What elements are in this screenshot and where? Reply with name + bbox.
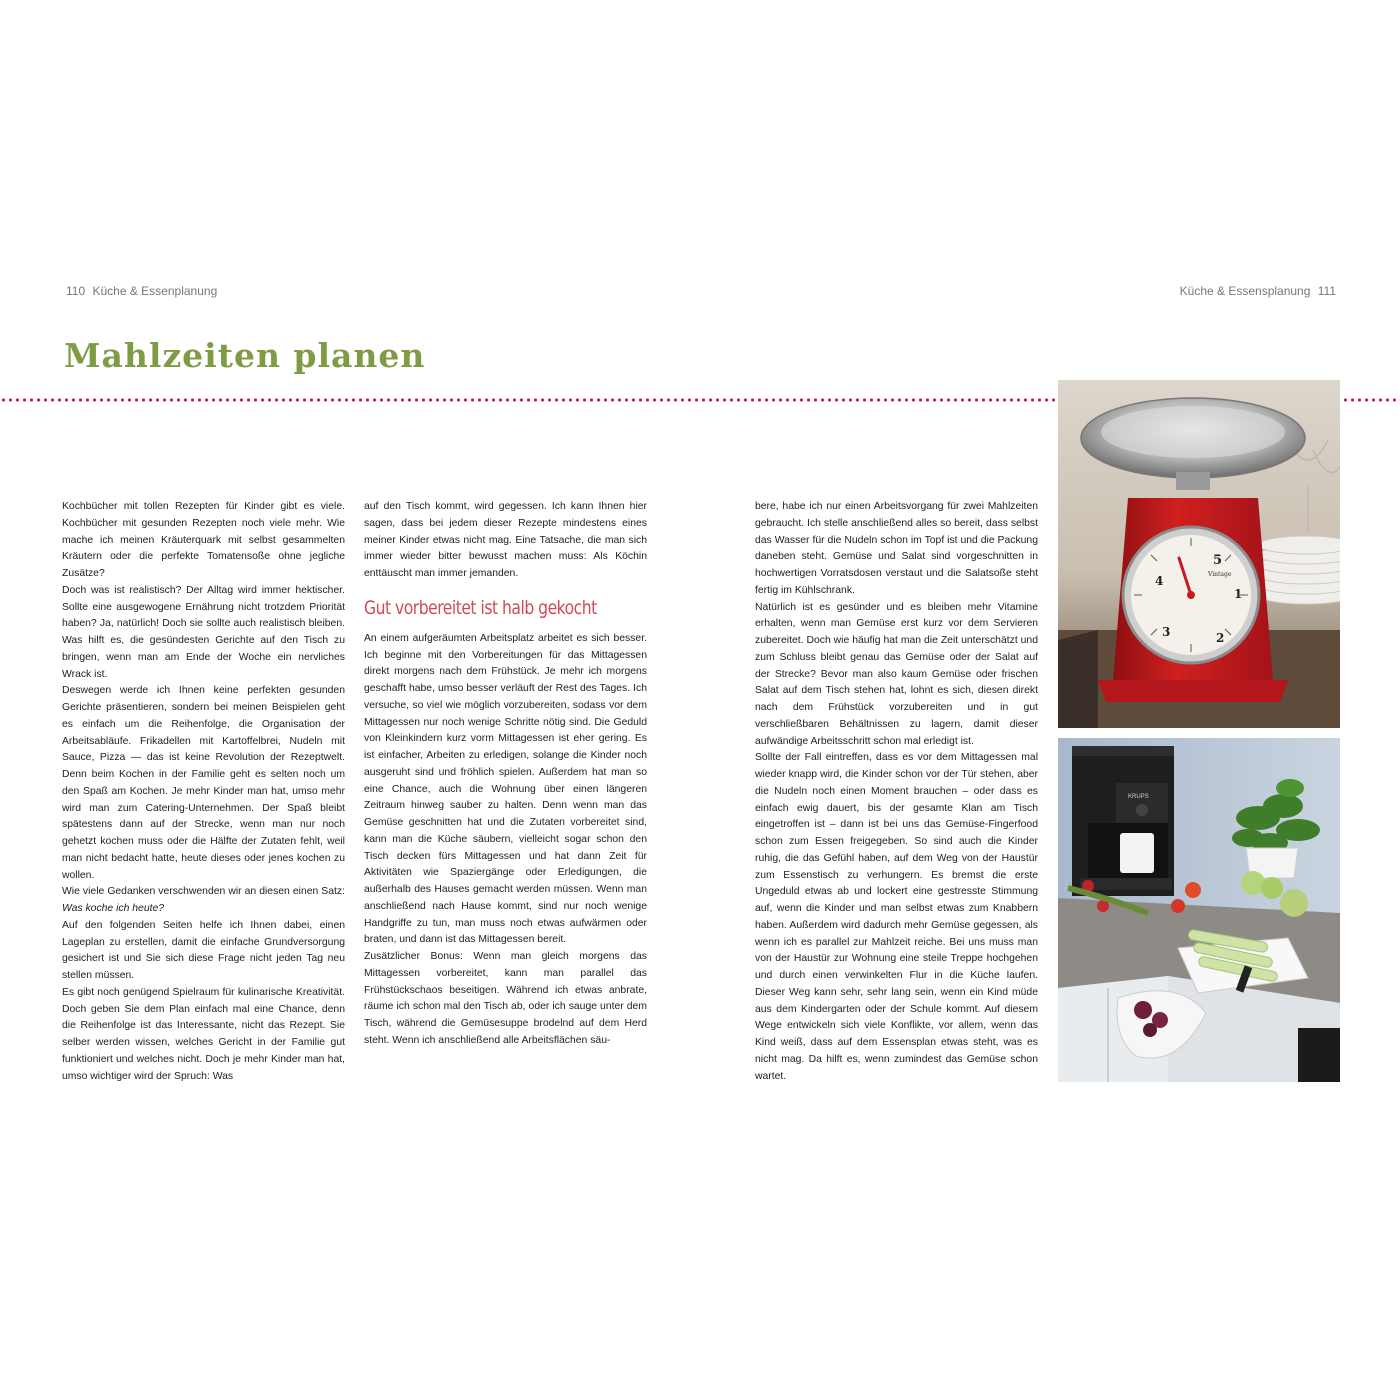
paragraph: Deswegen werde ich Ihnen keine perfekten gesunden Gerichte präsentieren, sondern bei meinen Beispielen geht es einfach um die Reihenfolge, die Organisation der Arbeitsabläufe. Frikadellen mit Kartoffelbrei, Nudeln mit Sauce, Pizza — das ist keine Revolution der Rezeptwelt. Denn beim Kochen in der Familie geht es selten noch um den Spaß am Kochen. Je mehr Kinder man hat, umso mehr wird man zum Catering-Unternehmen. Der Spaß bleibt spätestens dann auf der Strecke, wenn man nur noch gehetzt kochen muss oder die Hälfte der Zutaten fehlt, weil man nicht bedacht hatte, heute dieses oder jenes kochen zu wollen. bbox=[62, 685, 345, 881]
paragraph: Natürlich ist es gesünder und es bleiben mehr Vitamine erhalten, wenn man Gemüse erst kurz vor dem Servieren zubereitet. Doch wie häufig hat man die Zeit unterschätzt und zum Schluss bleibt genau das Gemüse oder der Salat auf der Strecke? Bevor man also kaum Gemüse oder frischen Salat auf dem Tisch stehen hat, lohnt es sich, diesen direkt nach dem Frühstück vorzubereiten und in gut verschließbaren Behältnissen zu lagern, damit dieser aufwändige Arbeitsschritt schon mal erledigt ist. bbox=[755, 601, 1038, 747]
running-head-title-left: Küche & Essenplanung bbox=[92, 284, 218, 298]
photo-kitchen-counter bbox=[1058, 738, 1340, 1082]
dial-number: 3 bbox=[1162, 625, 1171, 639]
dial-number: 5 bbox=[1213, 553, 1223, 568]
paragraph: Auf den folgenden Seiten helfe ich Ihnen dabei, einen Lageplan zu erstellen, damit die einfache Grundversorgung gesichert ist und Sie sich diese Frage nicht jeden Tag neu stellen müssen. bbox=[62, 919, 345, 981]
running-head-right bbox=[1180, 284, 1340, 298]
dial-brand: Vintage bbox=[1208, 571, 1232, 578]
paragraph: Kochbücher mit tollen Rezepten für Kinder gibt es viele. Kochbücher mit gesunden Rezepten noch viele mehr. Wie mache ich meinen Kräuterquark mit selbst gesammelten Kräutern oder die perfekte Tomatensoße ohne jegliche Zusätze? bbox=[62, 501, 345, 579]
page-number-right: 111 bbox=[1317, 284, 1336, 298]
text-column-2 bbox=[364, 499, 647, 1050]
section-subheading: Gut vorbereitet ist halb gekocht bbox=[364, 596, 597, 619]
paragraph: Doch was ist realistisch? Der Alltag wird immer hektischer. Sollte eine ausgewogene Ernährung nicht trotzdem Priorität haben? Ja, natürlich! Doch sie sollte auch realistisch bleiben. Was hilft es, die gesündesten Gerichte auf den Tisch zu bringen, wenn man am Ende der Woche ein nervliches Wrack ist. bbox=[62, 584, 345, 680]
paragraph: Zusätzlicher Bonus: Wenn man gleich morgens das Mittagessen vorbereitet, kann man parallel das Frühstückschaos beseitigen. Während ich etwas anbrate, räume ich schon mal den Tisch ab, oder ich sauge unter dem Tisch, während die Gemüsesuppe brodelnd auf dem Herd steht. Wenn ich anschließend alle Arbeitsflächen säu- bbox=[364, 951, 647, 1046]
kitchen-scale-illustration bbox=[1058, 380, 1340, 728]
running-head-left bbox=[62, 284, 217, 298]
coffee-machine-brand: KRUPS bbox=[1128, 794, 1149, 800]
dial-number: 1 bbox=[1234, 587, 1243, 601]
dial-number: 4 bbox=[1155, 574, 1164, 588]
paragraph: Es gibt noch genügend Spielraum für kulinarische Kreativität. Doch geben Sie dem Plan einfach mal eine Chance, denn die Reihenfolge ist das Interessante, nicht das Rezept. Sie selber werden wissen, welches Gericht in der Familie gut funktioniert und welches nicht. Doch je mehr Kinder man hat, umso wichtiger wird der Spruch: Was bbox=[62, 986, 345, 1082]
dotted-divider-right bbox=[1342, 398, 1400, 402]
kitchen-counter-illustration bbox=[1058, 738, 1340, 1082]
running-head-title-right: Küche & Essensplanung bbox=[1179, 284, 1311, 298]
paragraph bbox=[62, 884, 345, 918]
emphasis-question: Was koche ich heute? bbox=[62, 903, 165, 914]
paragraph-text: Wie viele Gedanken verschwenden wir an diesen einen Satz: bbox=[62, 886, 345, 898]
photo-kitchen-scale bbox=[1058, 380, 1340, 728]
dotted-divider-left bbox=[0, 398, 1058, 402]
page-number-left: 110 bbox=[66, 284, 86, 298]
text-column-3 bbox=[755, 499, 1038, 1085]
paragraph: bere, habe ich nur einen Arbeitsvorgang für zwei Mahlzeiten gebraucht. Ich stelle anschließend alles so bereit, dass selbst das Wasser für die Nudeln schon im Topf ist und die Packung daneben steht. Gemüse und Salat sind vorgeschnitten in hochwertigen Vorratsdosen verstaut und die Salatsoße steht fertig im Kühlschrank. bbox=[755, 501, 1038, 596]
page-title: Mahlzeiten planen bbox=[64, 336, 426, 375]
dial-number: 2 bbox=[1216, 631, 1225, 645]
paragraph: auf den Tisch kommt, wird gegessen. Ich kann Ihnen hier sagen, dass bei jedem dieser Rezepte mindestens eines meiner Kinder etwas nicht mag. Eine Tatsache, die man sich immer wieder bitter bewusst machen muss: Als Köchin enttäuscht man immer jemanden. bbox=[364, 501, 647, 579]
text-column-1 bbox=[62, 499, 345, 1085]
paragraph: Sollte der Fall eintreffen, dass es vor dem Mittagessen mal wieder knapp wird, die Kinder schon vor der Tür stehen, aber die Nudeln noch einen Moment brauchen – oder dass es einfach ewig dauert, bis der gesamte Klan am Tisch eingetroffen ist – dann ist bei uns das Gemüse-Fingerfood schon zum Essen freigegeben. So sind auch die Kinder ruhig, die das Gefühl haben, auf dem Weg von der Haustür zum Essenstisch zu verhungern. Es bremst die erste Ungeduld etwas ab und lockert eine gestresste Stimmung auf, wenn die Kinder und man selbst etwas zum Knabbern haben. Außerdem wird dadurch mehr Gemüse gegessen, als wenn ich es parallel zur Mahlzeit reiche. Bei uns muss man von der Haustür zur Wohnung eine steile Treppe hochgehen und durch einen verwinkelten Flur in die Küche laufen. Dieser Weg kann sehr, sehr lang sein, wenn ein Kind müde aus dem Kindergarten oder der Schule kommt. Auf diesem Wege entwickeln sich viele Konflikte, vor allem, wenn das Kind weiß, dass auf dem Essensplan etwas steht, was es nicht mag. Da hilft es, wenn zumindest das Gemüse schon wartet. bbox=[755, 752, 1038, 1082]
paragraph: An einem aufgeräumten Arbeitsplatz arbeitet es sich besser. Ich beginne mit den Vorbereitungen für das Mittagessen direkt morgens nach dem Frühstück. Je mehr ich morgens geschafft habe, umso besser verläuft der Rest des Tages. Ich versuche, so viel wie möglich vorzubereiten, sodass vor dem Mittagessen nur noch wenige Schritte nötig sind. Die Geduld von Kleinkindern kurz vorm Mittagessen ist eher gering. Es ist einfacher, Arbeiten zu erledigen, solange die Kinder noch ausgeruht sind und fröhlich spielen. Außerdem hat man so eine Chance, auch die Wohnung über einen längeren Zeitraum hinweg sauber zu halten. Denn wenn man das Gemüse geschnitten hat und die Zutaten vorbereitet sind, kann man die Küche säubern, vielleicht sogar schon den Tisch decken fürs Mittagessen und hat dann Zeit für Aktivitäten wie Spaziergänge oder Erledigungen, die außerhalb des Hauses gemacht werden müssen. Wenn man anschließend nach Hause kommt, sind nur noch wenige Handgriffe zu tun, man muss noch etwas aufwärmen oder braten, und dann ist das Mittagessen bereit. bbox=[364, 632, 647, 946]
